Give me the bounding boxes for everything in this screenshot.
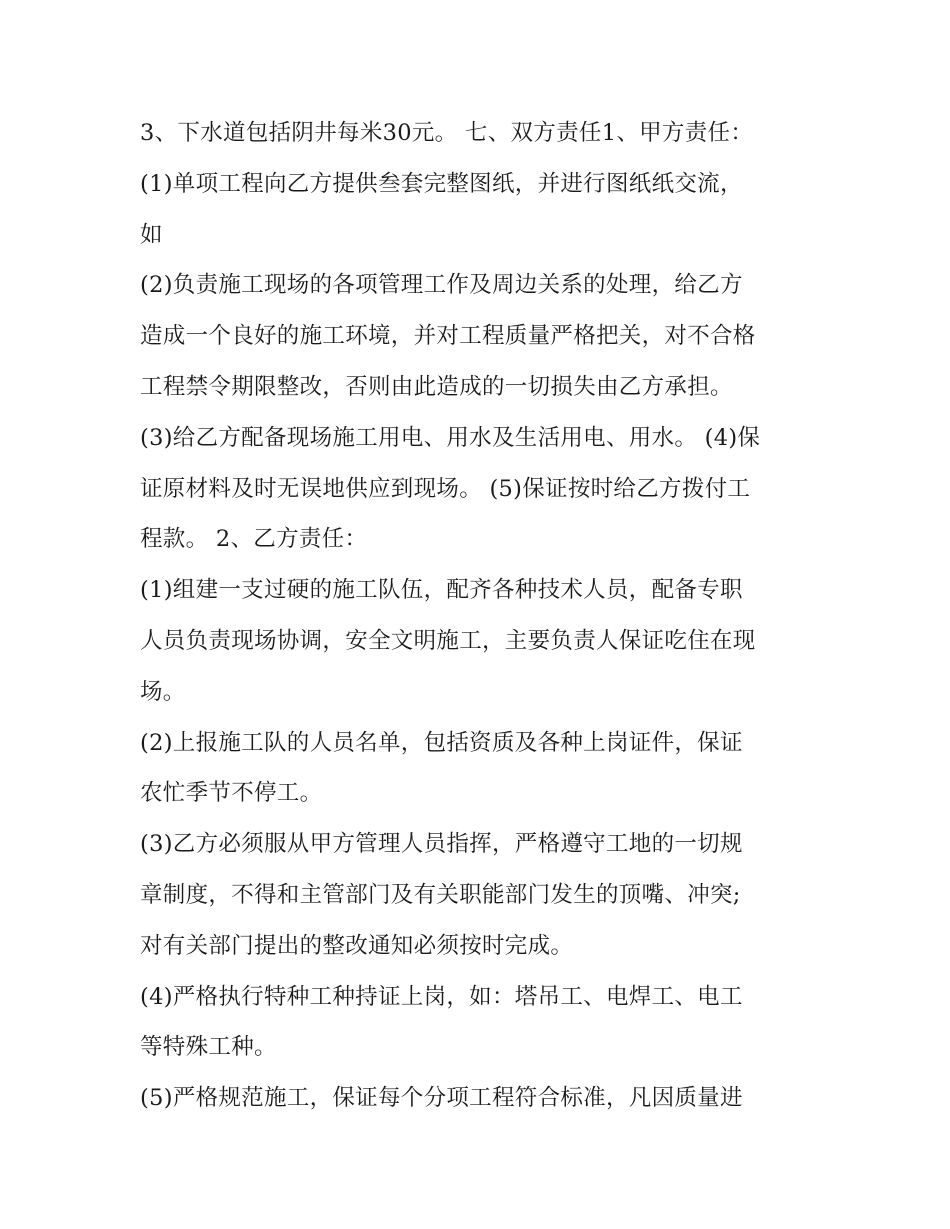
text-line: 证原材料及时无误地供应到现场。 (5)保证按时给乙方拨付工 (140, 475, 751, 502)
contract-body-text (140, 108, 830, 1124)
text-line: 对有关部门提出的整改通知必须按时完成。 (140, 932, 574, 959)
text-line: 工程禁令期限整改，否则由此造成的一切损失由乙方承担。 (140, 373, 733, 400)
text-line: (4)严格执行特种工种持证上岗，如：塔吊工、电焊工、电工 (140, 983, 743, 1010)
text-line: (1)组建一支过硬的施工队伍，配齐各种技术人员，配备专职 (140, 577, 743, 604)
text-line: 场。 (140, 678, 186, 705)
text-line: (1)单项工程向乙方提供叁套完整图纸，并进行图纸纸交流， (140, 170, 743, 197)
text-line: 人员负责现场协调，安全文明施工，主要负责人保证吃住在现 (140, 627, 756, 654)
text-line: 章制度，不得和主管部门及有关职能部门发生的顶嘴、冲突; (140, 881, 741, 908)
text-line: 程款。 2、乙方责任： (140, 526, 368, 553)
text-line: 等特殊工种。 (140, 1034, 277, 1061)
text-line: 3、下水道包括阴井每米30元。 七、双方责任1、甲方责任： (140, 120, 754, 146)
text-line: 农忙季节不停工。 (140, 780, 323, 807)
text-line: (3)乙方必须服从甲方管理人员指挥，严格遵守工地的一切规 (140, 831, 743, 858)
text-line: 如 (140, 221, 163, 248)
text-line: (2)负责施工现场的各项管理工作及周边关系的处理，给乙方 (140, 272, 743, 299)
text-line: 造成一个良好的施工环境，并对工程质量严格把关，对不合格 (140, 323, 756, 350)
text-line: (3)给乙方配备现场施工用电、用水及生活用电、用水。 (4)保 (140, 424, 761, 451)
text-line: (5)严格规范施工，保证每个分项工程符合标准，凡因质量进 (140, 1085, 743, 1112)
text-line: (2)上报施工队的人员名单，包括资质及各种上岗证件，保证 (140, 729, 743, 756)
